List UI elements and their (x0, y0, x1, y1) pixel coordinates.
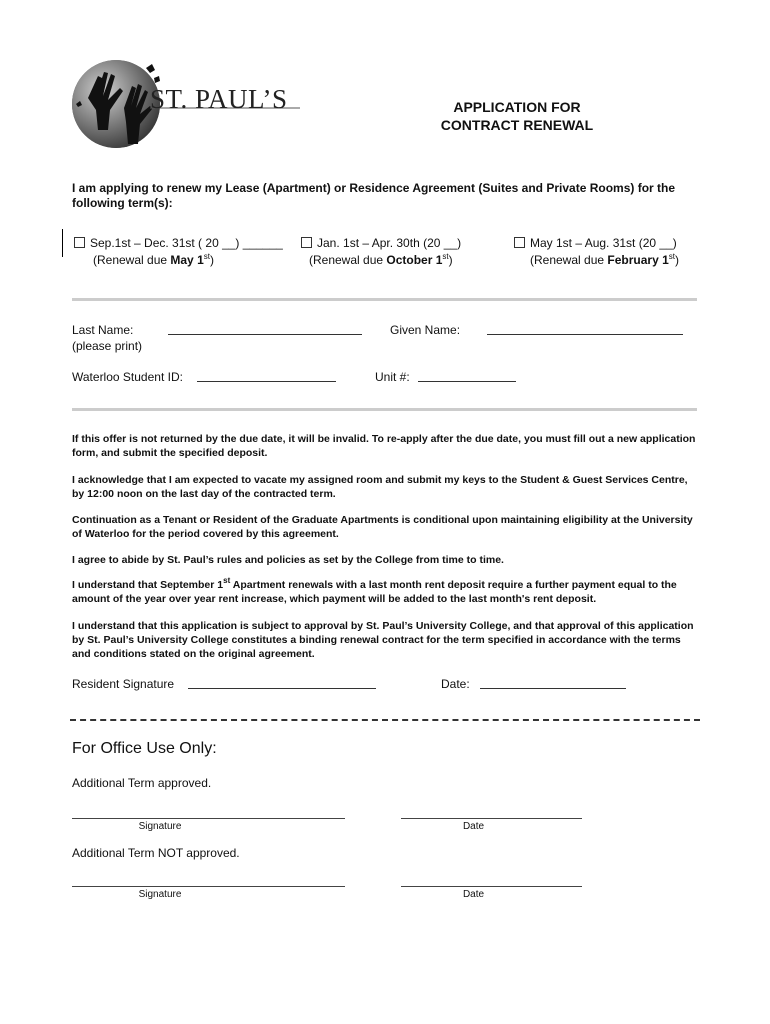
last-name-field[interactable] (168, 323, 362, 335)
renewal-due-winter: (Renewal due October 1st) (309, 252, 453, 267)
resident-signature-label: Resident Signature (72, 677, 175, 691)
term-fall-checkbox[interactable] (74, 237, 85, 248)
last-name-label: Last Name: (72, 323, 134, 337)
given-name-field[interactable] (487, 323, 683, 335)
additional-term-approved: Additional Term approved. (72, 776, 212, 790)
term-spring-checkbox[interactable] (514, 237, 525, 248)
resident-signature-field[interactable] (188, 677, 376, 689)
office-use-heading: For Office Use Only: (72, 740, 217, 757)
student-id-field[interactable] (197, 370, 336, 382)
signature-date-field[interactable] (480, 677, 626, 689)
divider (72, 408, 697, 411)
paragraph-rules: I agree to abide by St. Paul’s rules and policies as set by the College from time to time. (72, 554, 504, 566)
not-approved-date-caption: Date (462, 889, 485, 900)
intro-text: I am applying to renew my Lease (Apartment) or Residence Agreement (Suites and Private Rooms) for the following term(s): (72, 181, 676, 210)
approved-date-line[interactable] (401, 818, 582, 819)
paragraph-deposit: I understand that September 1st Apartment renewals with a last month rent deposit require a further payment equal to the amount of the year over year rent increase, which payment will be added to the last month's rent deposit. (72, 576, 677, 605)
term-spring-label: May 1st – Aug. 31st (20 __) (530, 236, 677, 250)
not-approved-signature-caption: Signature (138, 889, 182, 900)
logo-text: ST. PAUL’S (150, 84, 288, 114)
paragraph-approval: I understand that this application is subject to approval by St. Paul’s University College, and that approval of this application by St. Paul’s University College constitutes a binding renewal contract for the term specified in accordance with the terms and conditions stated on the original agreement. (72, 620, 694, 660)
term-option-spring[interactable] (514, 235, 677, 252)
renewal-due-fall: (Renewal due May 1st) (93, 252, 214, 267)
student-id-label: Waterloo Student ID: (72, 370, 183, 384)
term-fall-label: Sep.1st – Dec. 31st ( 20 __) ______ (90, 236, 283, 250)
unit-field[interactable] (418, 370, 516, 382)
additional-term-not-approved: Additional Term NOT approved. (72, 846, 240, 860)
term-winter-label: Jan. 1st – Apr. 30th (20 __) (317, 236, 462, 250)
text-cursor (62, 229, 63, 257)
title-line-1: APPLICATION FOR (453, 99, 581, 115)
divider (72, 298, 697, 301)
term-option-winter[interactable] (301, 235, 461, 252)
approved-signature-caption: Signature (138, 821, 182, 832)
please-print-note: (please print) (72, 339, 143, 353)
signature-date-label: Date: (441, 677, 470, 691)
term-winter-checkbox[interactable] (301, 237, 312, 248)
paragraph-vacate: I acknowledge that I am expected to vacate my assigned room and submit my keys to the Student & Guest Services Centre, by 12:00 noon on the last day of the contracted term. (72, 474, 688, 500)
approved-signature-line[interactable] (72, 818, 345, 819)
paragraph-eligibility: Continuation as a Tenant or Resident of the Graduate Apartments is conditional upon maintaining eligibility at the University of Waterloo for the period covered by this agreement. (72, 514, 693, 540)
unit-label: Unit #: (375, 370, 410, 384)
not-approved-date-line[interactable] (401, 886, 582, 887)
term-option-fall[interactable] (74, 235, 283, 252)
title-line-2: CONTRACT RENEWAL (440, 117, 594, 133)
approved-date-caption: Date (462, 821, 485, 832)
given-name-label: Given Name: (390, 323, 461, 337)
document-title (400, 98, 634, 134)
renewal-due-spring: (Renewal due February 1st) (530, 252, 679, 267)
paragraph-due-date: If this offer is not returned by the due date, it will be invalid. To re-apply after the due date, you must fill out a new application form, and submit the specified deposit. (72, 433, 696, 459)
not-approved-signature-line[interactable] (72, 886, 345, 887)
office-use-separator (70, 719, 700, 721)
